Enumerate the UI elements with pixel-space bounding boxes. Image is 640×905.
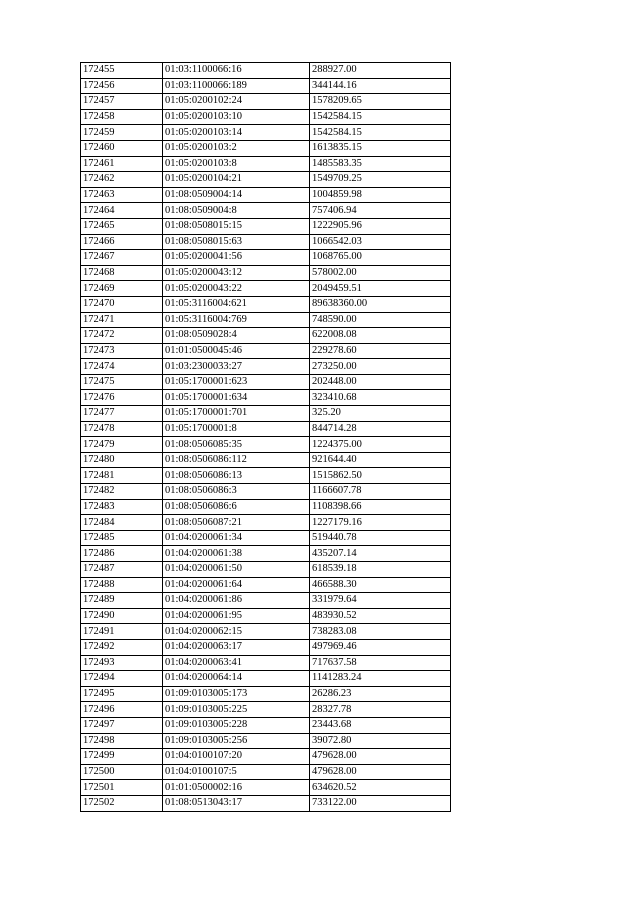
cadastral-number-cell: 01:09:0103005:225 — [163, 702, 310, 718]
row-id-cell: 172473 — [81, 343, 163, 359]
row-id-cell: 172458 — [81, 109, 163, 125]
row-id-cell: 172459 — [81, 125, 163, 141]
table-row — [81, 421, 451, 437]
value-cell: 757406.94 — [310, 203, 451, 219]
value-cell: 1222905.96 — [310, 218, 451, 234]
row-id-cell: 172488 — [81, 577, 163, 593]
table-row — [81, 78, 451, 94]
cadastral-number-cell: 01:05:1700001:701 — [163, 406, 310, 422]
row-id-cell: 172476 — [81, 390, 163, 406]
cadastral-number-cell: 01:08:0506086:6 — [163, 499, 310, 515]
value-cell: 466588.30 — [310, 577, 451, 593]
data-table — [80, 62, 451, 812]
row-id-cell: 172485 — [81, 530, 163, 546]
cadastral-number-cell: 01:05:0200043:22 — [163, 281, 310, 297]
table-row — [81, 312, 451, 328]
value-cell: 844714.28 — [310, 421, 451, 437]
table-row — [81, 795, 451, 811]
table-row — [81, 296, 451, 312]
row-id-cell: 172501 — [81, 780, 163, 796]
row-id-cell: 172469 — [81, 281, 163, 297]
cadastral-number-cell: 01:04:0200061:38 — [163, 546, 310, 562]
table-row — [81, 218, 451, 234]
row-id-cell: 172470 — [81, 296, 163, 312]
table-row — [81, 187, 451, 203]
value-cell: 1542584.15 — [310, 125, 451, 141]
row-id-cell: 172479 — [81, 437, 163, 453]
cadastral-number-cell: 01:03:1100066:16 — [163, 63, 310, 79]
row-id-cell: 172474 — [81, 359, 163, 375]
table-row — [81, 780, 451, 796]
table-row — [81, 717, 451, 733]
table-row — [81, 515, 451, 531]
value-cell: 325.20 — [310, 406, 451, 422]
row-id-cell: 172492 — [81, 639, 163, 655]
table-row — [81, 624, 451, 640]
cadastral-number-cell: 01:05:0200102:24 — [163, 94, 310, 110]
table-row — [81, 655, 451, 671]
value-cell: 1515862.50 — [310, 468, 451, 484]
table-row — [81, 156, 451, 172]
table-row — [81, 374, 451, 390]
value-cell: 519440.78 — [310, 530, 451, 546]
value-cell: 344144.16 — [310, 78, 451, 94]
row-id-cell: 172472 — [81, 328, 163, 344]
value-cell: 39072.80 — [310, 733, 451, 749]
row-id-cell: 172487 — [81, 562, 163, 578]
value-cell: 1068765.00 — [310, 250, 451, 266]
cadastral-number-cell: 01:04:0200061:34 — [163, 530, 310, 546]
value-cell: 1542584.15 — [310, 109, 451, 125]
value-cell: 2049459.51 — [310, 281, 451, 297]
row-id-cell: 172455 — [81, 63, 163, 79]
row-id-cell: 172496 — [81, 702, 163, 718]
table-row — [81, 140, 451, 156]
value-cell: 1224375.00 — [310, 437, 451, 453]
table-row — [81, 343, 451, 359]
table-row — [81, 562, 451, 578]
value-cell: 717637.58 — [310, 655, 451, 671]
cadastral-number-cell: 01:01:0500045:46 — [163, 343, 310, 359]
table-row — [81, 437, 451, 453]
cadastral-number-cell: 01:05:1700001:623 — [163, 374, 310, 390]
row-id-cell: 172467 — [81, 250, 163, 266]
value-cell: 921644.40 — [310, 452, 451, 468]
row-id-cell: 172471 — [81, 312, 163, 328]
table-row — [81, 203, 451, 219]
table-row — [81, 109, 451, 125]
row-id-cell: 172495 — [81, 686, 163, 702]
cadastral-number-cell: 01:04:0200064:14 — [163, 671, 310, 687]
value-cell: 273250.00 — [310, 359, 451, 375]
table-row — [81, 764, 451, 780]
cadastral-number-cell: 01:05:0200103:2 — [163, 140, 310, 156]
value-cell: 483930.52 — [310, 608, 451, 624]
row-id-cell: 172465 — [81, 218, 163, 234]
value-cell: 89638360.00 — [310, 296, 451, 312]
row-id-cell: 172475 — [81, 374, 163, 390]
value-cell: 1066542.03 — [310, 234, 451, 250]
table-row — [81, 671, 451, 687]
row-id-cell: 172464 — [81, 203, 163, 219]
table-row — [81, 234, 451, 250]
table-row — [81, 686, 451, 702]
cadastral-number-cell: 01:08:0513043:17 — [163, 795, 310, 811]
table-row — [81, 733, 451, 749]
cadastral-number-cell: 01:08:0508015:15 — [163, 218, 310, 234]
value-cell: 28327.78 — [310, 702, 451, 718]
cadastral-number-cell: 01:05:1700001:634 — [163, 390, 310, 406]
cadastral-number-cell: 01:04:0200061:50 — [163, 562, 310, 578]
table-row — [81, 172, 451, 188]
cadastral-number-cell: 01:04:0100107:20 — [163, 749, 310, 765]
cadastral-number-cell: 01:08:0508015:63 — [163, 234, 310, 250]
value-cell: 1549709.25 — [310, 172, 451, 188]
row-id-cell: 172463 — [81, 187, 163, 203]
cadastral-number-cell: 01:04:0200061:64 — [163, 577, 310, 593]
cadastral-number-cell: 01:04:0200062:15 — [163, 624, 310, 640]
table-row — [81, 593, 451, 609]
table-row — [81, 608, 451, 624]
cadastral-number-cell: 01:03:2300033:27 — [163, 359, 310, 375]
table-row — [81, 125, 451, 141]
value-cell: 618539.18 — [310, 562, 451, 578]
cadastral-number-cell: 01:05:0200043:12 — [163, 265, 310, 281]
cadastral-number-cell: 01:05:0200103:8 — [163, 156, 310, 172]
cadastral-number-cell: 01:08:0506085:35 — [163, 437, 310, 453]
row-id-cell: 172460 — [81, 140, 163, 156]
value-cell: 1004859.98 — [310, 187, 451, 203]
table-row — [81, 390, 451, 406]
row-id-cell: 172490 — [81, 608, 163, 624]
table-row — [81, 530, 451, 546]
table-row — [81, 499, 451, 515]
value-cell: 1141283.24 — [310, 671, 451, 687]
cadastral-number-cell: 01:04:0200061:86 — [163, 593, 310, 609]
value-cell: 479628.00 — [310, 764, 451, 780]
cadastral-number-cell: 01:09:0103005:228 — [163, 717, 310, 733]
cadastral-number-cell: 01:04:0200061:95 — [163, 608, 310, 624]
value-cell: 323410.68 — [310, 390, 451, 406]
cadastral-number-cell: 01:05:0200041:56 — [163, 250, 310, 266]
value-cell: 1613835.15 — [310, 140, 451, 156]
row-id-cell: 172477 — [81, 406, 163, 422]
row-id-cell: 172500 — [81, 764, 163, 780]
cadastral-number-cell: 01:04:0100107:5 — [163, 764, 310, 780]
table-row — [81, 63, 451, 79]
table-row — [81, 328, 451, 344]
value-cell: 1108398.66 — [310, 499, 451, 515]
value-cell: 331979.64 — [310, 593, 451, 609]
row-id-cell: 172466 — [81, 234, 163, 250]
table-row — [81, 484, 451, 500]
value-cell: 622008.08 — [310, 328, 451, 344]
row-id-cell: 172483 — [81, 499, 163, 515]
row-id-cell: 172491 — [81, 624, 163, 640]
row-id-cell: 172498 — [81, 733, 163, 749]
cadastral-number-cell: 01:05:1700001:8 — [163, 421, 310, 437]
row-id-cell: 172462 — [81, 172, 163, 188]
row-id-cell: 172468 — [81, 265, 163, 281]
cadastral-number-cell: 01:05:0200103:14 — [163, 125, 310, 141]
value-cell: 1578209.65 — [310, 94, 451, 110]
row-id-cell: 172461 — [81, 156, 163, 172]
table-row — [81, 749, 451, 765]
table-row — [81, 468, 451, 484]
value-cell: 23443.68 — [310, 717, 451, 733]
table-row — [81, 281, 451, 297]
row-id-cell: 172457 — [81, 94, 163, 110]
cadastral-number-cell: 01:08:0509028:4 — [163, 328, 310, 344]
cadastral-number-cell: 01:05:0200103:10 — [163, 109, 310, 125]
cadastral-number-cell: 01:08:0506086:112 — [163, 452, 310, 468]
cadastral-number-cell: 01:04:0200063:17 — [163, 639, 310, 655]
cadastral-number-cell: 01:08:0506087:21 — [163, 515, 310, 531]
value-cell: 479628.00 — [310, 749, 451, 765]
table-row — [81, 265, 451, 281]
cadastral-number-cell: 01:05:0200104:21 — [163, 172, 310, 188]
row-id-cell: 172499 — [81, 749, 163, 765]
table-row — [81, 250, 451, 266]
value-cell: 202448.00 — [310, 374, 451, 390]
value-cell: 733122.00 — [310, 795, 451, 811]
value-cell: 578002.00 — [310, 265, 451, 281]
row-id-cell: 172481 — [81, 468, 163, 484]
value-cell: 1485583.35 — [310, 156, 451, 172]
row-id-cell: 172456 — [81, 78, 163, 94]
cadastral-number-cell: 01:03:1100066:189 — [163, 78, 310, 94]
table-row — [81, 94, 451, 110]
value-cell: 634620.52 — [310, 780, 451, 796]
value-cell: 738283.08 — [310, 624, 451, 640]
table-row — [81, 406, 451, 422]
cadastral-number-cell: 01:08:0509004:8 — [163, 203, 310, 219]
value-cell: 1227179.16 — [310, 515, 451, 531]
value-cell: 26286.23 — [310, 686, 451, 702]
table-row — [81, 359, 451, 375]
cadastral-number-cell: 01:08:0506086:3 — [163, 484, 310, 500]
cadastral-number-cell: 01:08:0509004:14 — [163, 187, 310, 203]
value-cell: 229278.60 — [310, 343, 451, 359]
row-id-cell: 172502 — [81, 795, 163, 811]
value-cell: 1166607.78 — [310, 484, 451, 500]
value-cell: 748590.00 — [310, 312, 451, 328]
row-id-cell: 172480 — [81, 452, 163, 468]
row-id-cell: 172486 — [81, 546, 163, 562]
cadastral-number-cell: 01:09:0103005:173 — [163, 686, 310, 702]
table-body — [81, 63, 451, 812]
table-row — [81, 452, 451, 468]
cadastral-number-cell: 01:08:0506086:13 — [163, 468, 310, 484]
table-row — [81, 702, 451, 718]
row-id-cell: 172494 — [81, 671, 163, 687]
value-cell: 288927.00 — [310, 63, 451, 79]
value-cell: 435207.14 — [310, 546, 451, 562]
cadastral-number-cell: 01:05:3116004:621 — [163, 296, 310, 312]
row-id-cell: 172497 — [81, 717, 163, 733]
row-id-cell: 172489 — [81, 593, 163, 609]
value-cell: 497969.46 — [310, 639, 451, 655]
row-id-cell: 172484 — [81, 515, 163, 531]
cadastral-number-cell: 01:09:0103005:256 — [163, 733, 310, 749]
cadastral-number-cell: 01:04:0200063:41 — [163, 655, 310, 671]
table-row — [81, 639, 451, 655]
table-row — [81, 577, 451, 593]
row-id-cell: 172482 — [81, 484, 163, 500]
cadastral-number-cell: 01:01:0500002:16 — [163, 780, 310, 796]
row-id-cell: 172493 — [81, 655, 163, 671]
row-id-cell: 172478 — [81, 421, 163, 437]
table-row — [81, 546, 451, 562]
cadastral-number-cell: 01:05:3116004:769 — [163, 312, 310, 328]
